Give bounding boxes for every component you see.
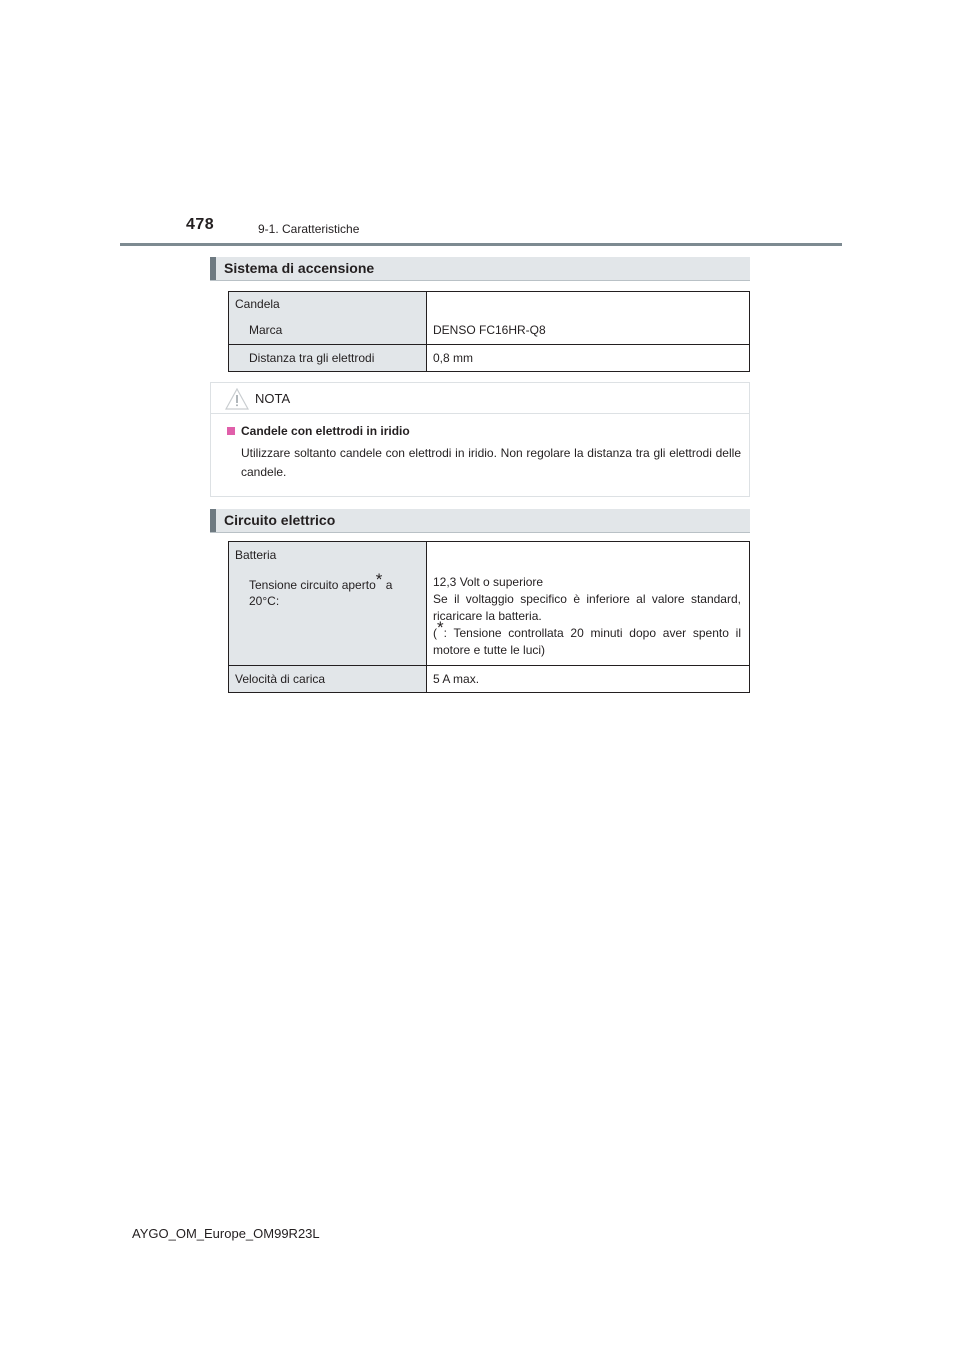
header-rule xyxy=(120,243,842,246)
distanza-label: Distanza tra gli elettrodi xyxy=(249,351,375,365)
tensione-value-advice: Se il voltaggio specifico è inferiore al valore standard, ricaricare la batteria. xyxy=(433,592,741,623)
footer-code: AYGO_OM_Europe_OM99R23L xyxy=(132,1226,320,1241)
electric-heading xyxy=(210,509,750,533)
table-cell-label xyxy=(229,345,427,372)
note-bullet-square-icon xyxy=(227,427,235,435)
table-cell-label xyxy=(229,666,427,693)
table-row xyxy=(229,666,750,693)
section-path: 9-1. Caratteristiche xyxy=(258,222,360,236)
table-cell-value xyxy=(427,542,750,666)
note-subtitle: Candele con elettrodi in iridio xyxy=(241,424,410,438)
warning-triangle-icon xyxy=(225,388,249,415)
table-row xyxy=(229,542,750,666)
tensione-value xyxy=(427,542,749,665)
asterisk-mark: * xyxy=(437,618,444,637)
marca-value: DENSO FC16HR-Q8 xyxy=(433,323,546,337)
tensione-value-line: 12,3 Volt o superiore xyxy=(433,575,544,589)
note-box xyxy=(210,382,750,497)
ignition-table xyxy=(228,291,750,372)
batteria-group-label: Batteria xyxy=(235,548,277,562)
tensione-label-suffix: a 20°C: xyxy=(249,578,393,608)
table-cell-label xyxy=(229,292,427,345)
heading-bar xyxy=(210,509,216,532)
table-cell-label xyxy=(229,542,427,666)
marca-label: Marca xyxy=(249,323,283,337)
carica-value: 5 A max. xyxy=(433,672,480,686)
table-cell-value xyxy=(427,345,750,372)
table-row xyxy=(229,345,750,372)
ignition-heading xyxy=(210,257,750,281)
carica-label: Velocità di carica xyxy=(235,672,326,686)
distanza-value: 0,8 mm xyxy=(433,351,474,365)
candela-group-label: Candela xyxy=(235,297,280,311)
footnote-open: ( xyxy=(433,626,437,640)
tensione-label xyxy=(229,567,426,613)
note-header xyxy=(211,383,749,414)
electric-heading-text: Circuito elettrico xyxy=(224,512,336,528)
footnote-text: : Tensione controllata 20 minuti dopo aver spento il motore e tutte le luci) xyxy=(433,626,741,657)
tensione-label-text: Tensione circuito aperto xyxy=(249,578,376,592)
note-title: NOTA xyxy=(255,391,291,406)
asterisk-mark: * xyxy=(375,570,383,589)
electric-table xyxy=(228,541,750,693)
ignition-heading-text: Sistema di accensione xyxy=(224,260,375,276)
page-number: 478 xyxy=(186,216,215,233)
table-cell-value xyxy=(427,292,750,345)
tensione-value-footnote xyxy=(433,618,741,659)
heading-bar xyxy=(210,257,216,280)
table-row xyxy=(229,292,750,345)
table-cell-value xyxy=(427,666,750,693)
note-body: Utilizzare soltanto candele con elettrodi in iridio. Non regolare la distanza tra gli elettrodi delle candele. xyxy=(241,446,741,479)
